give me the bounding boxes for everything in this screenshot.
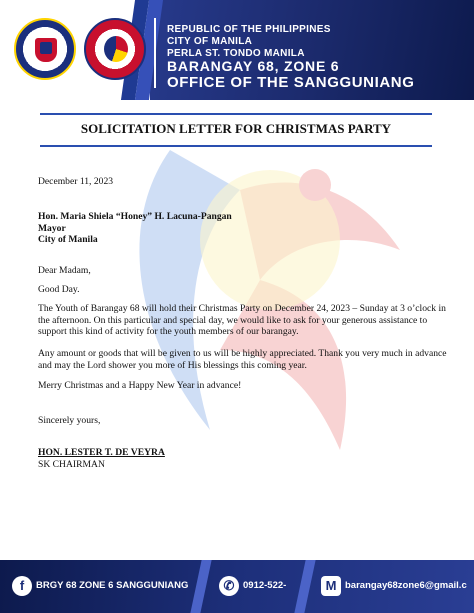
- title-rule-bottom: [40, 145, 432, 147]
- title-rule-top: [40, 113, 432, 115]
- body-paragraph-1: The Youth of Barangay 68 will hold their Christmas Party on December 24, 2023 – Sunday at 3 o’clock in the afternoon. On this particular and special day, we would like to ask for your generous assistance to support this kind of activity for the youth members of our barangay.: [38, 303, 446, 338]
- footer-email: barangay68zone6@gmail.c: [345, 580, 467, 591]
- body-paragraph-2: Any amount or goods that will be given to us will be highly appreciated. Thank you very much in advance and may the Lord shower you more of His blessings this coming year.: [38, 348, 447, 371]
- signer-role: SK CHAIRMAN: [38, 459, 105, 470]
- footer-facebook: BRGY 68 ZONE 6 SANGGUNIANG: [36, 580, 189, 591]
- header-city: CITY OF MANILA: [167, 36, 253, 47]
- recipient-block: [38, 211, 232, 246]
- sk-watermark-logo: [100, 130, 420, 460]
- footer-stripe: [190, 560, 211, 613]
- greeting: Good Day.: [38, 284, 80, 295]
- header-barangay: BARANGAY 68, ZONE 6: [167, 58, 340, 74]
- header-divider: [154, 18, 156, 88]
- signer-name: HON. LESTER T. DE VEYRA: [38, 447, 165, 458]
- salutation: Dear Madam,: [38, 265, 91, 276]
- phone-icon: ✆: [219, 576, 239, 596]
- footer-stripe: [294, 560, 315, 613]
- recipient-title: Mayor: [38, 222, 66, 234]
- body-paragraph-3: Merry Christmas and a Happy New Year in advance!: [38, 380, 242, 391]
- letter-title: SOLICITATION LETTER FOR CHRISTMAS PARTY: [80, 121, 392, 136]
- header-republic: REPUBLIC OF THE PHILIPPINES: [167, 24, 331, 35]
- gmail-icon: M: [321, 576, 341, 596]
- recipient-name: Hon. Maria Shiela “Honey” H. Lacuna-Pangan: [38, 211, 232, 222]
- closing: Sincerely yours,: [38, 415, 101, 426]
- header-address: PERLA ST. TONDO MANILA: [167, 48, 305, 59]
- footer-phone: 0912-522-: [243, 580, 287, 591]
- header-office: OFFICE OF THE SANGGUNIANG: [167, 74, 415, 91]
- letter-date: December 11, 2023: [38, 176, 114, 187]
- manila-city-seal: [14, 18, 76, 80]
- sangguniang-kabataan-logo: [84, 18, 146, 80]
- facebook-icon: f: [12, 576, 32, 596]
- recipient-city: City of Manila: [38, 234, 98, 246]
